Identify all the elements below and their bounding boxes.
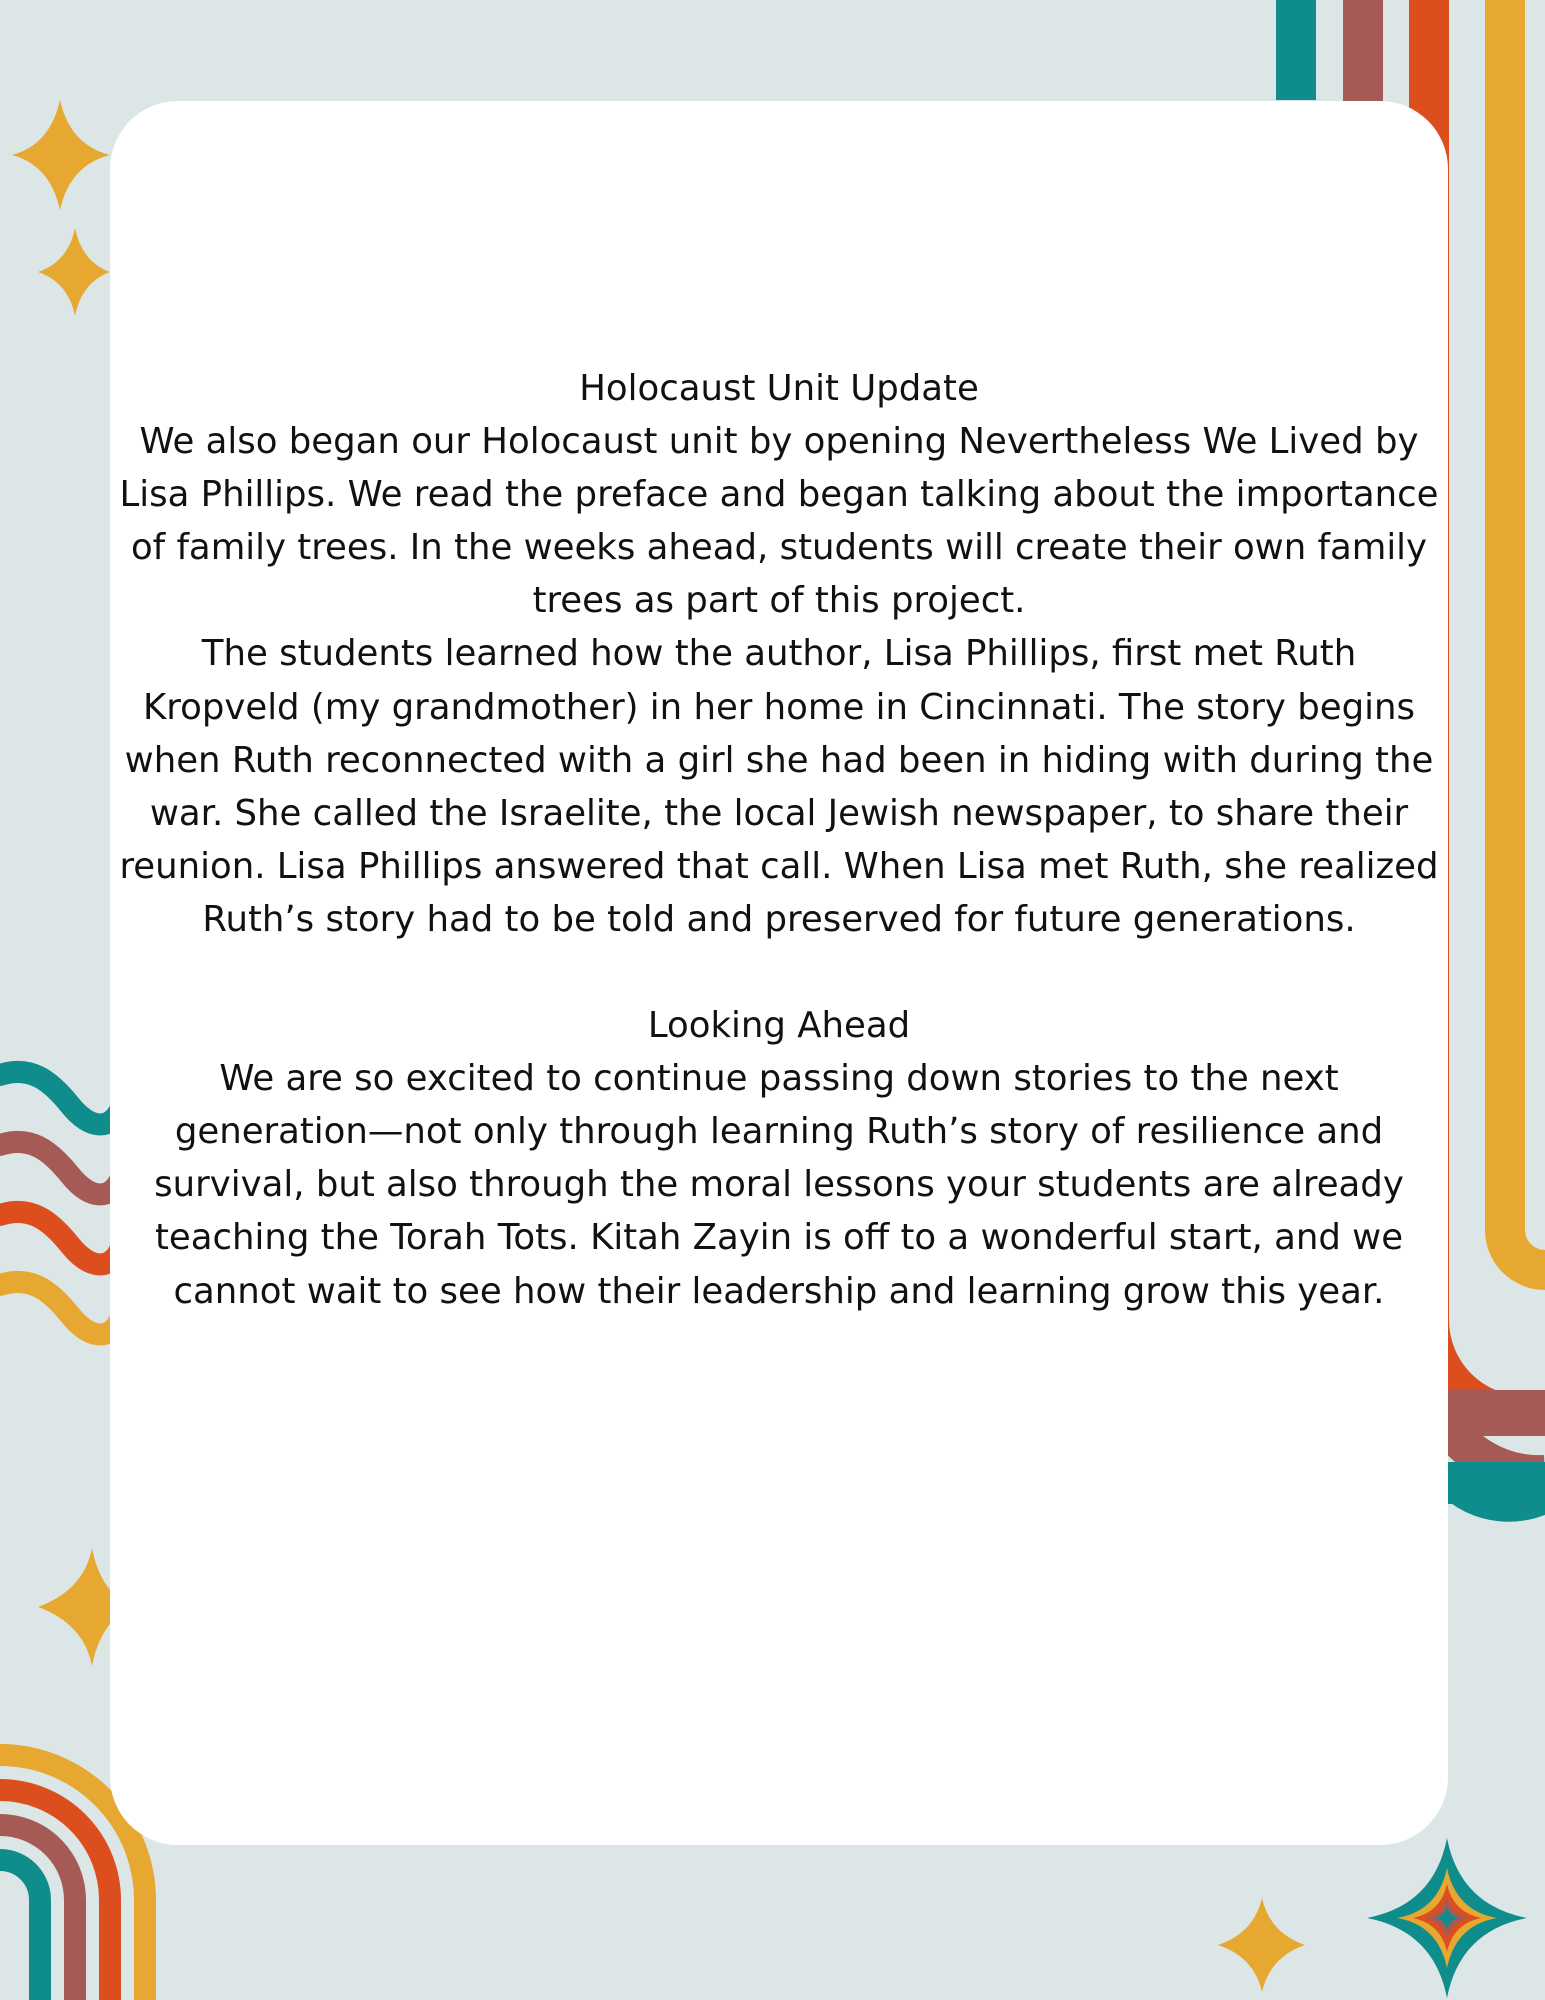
- wave-teal: [0, 1072, 120, 1125]
- sparkle-icon: [12, 100, 110, 210]
- wave-orange: [0, 1212, 120, 1265]
- holocaust-unit-section: [118, 362, 1440, 946]
- newsletter-content: [118, 362, 1440, 1318]
- wave-rose: [0, 1142, 120, 1195]
- section-paragraph: We also began our Holocaust unit by opening Nevertheless We Lived by Lisa Phillips. We read the preface and began talking about the importance of family trees. In the weeks ahead, students will create their own family trees as part of this project.: [119, 421, 1439, 622]
- looking-ahead-section: [118, 999, 1440, 1318]
- section-heading: Looking Ahead: [647, 1005, 911, 1047]
- band-rose-flat: [1448, 1390, 1545, 1436]
- layered-star-icon: [1367, 1838, 1527, 1998]
- section-heading: Holocaust Unit Update: [579, 368, 979, 409]
- section-paragraph: We are so excited to continue passing down stories to the next generation—not only through learning Ruth’s story of resilience and survival, but also through the moral lessons your students are already teaching the Torah Tots. Kitah Zayin is off to a wonderful start, and we cannot wait to see how their leadership and learning grow this year.: [154, 1058, 1404, 1312]
- sparkle-icon: [1218, 1898, 1305, 1992]
- arch-teal: [0, 1860, 40, 2000]
- section-paragraph: The students learned how the author, Lisa Phillips, first met Ruth Kropveld (my grandmother) in her home in Cincinnati. The story begins when Ruth reconnected with a girl she had been in hiding with during the war. She called the Israelite, the local Jewish newspaper, to share their reunion. Lisa Phillips answered that call. When Lisa met Ruth, she realized Ruth’s story had to be told and preserved for future generations.: [119, 633, 1439, 940]
- sparkle-icon: [38, 228, 110, 316]
- left-waves: [0, 1072, 120, 1335]
- section-spacer: [118, 946, 1440, 999]
- stripe-gold: [1505, 0, 1545, 1270]
- band-teal-flat: [1448, 1462, 1545, 1504]
- wave-gold: [0, 1282, 120, 1335]
